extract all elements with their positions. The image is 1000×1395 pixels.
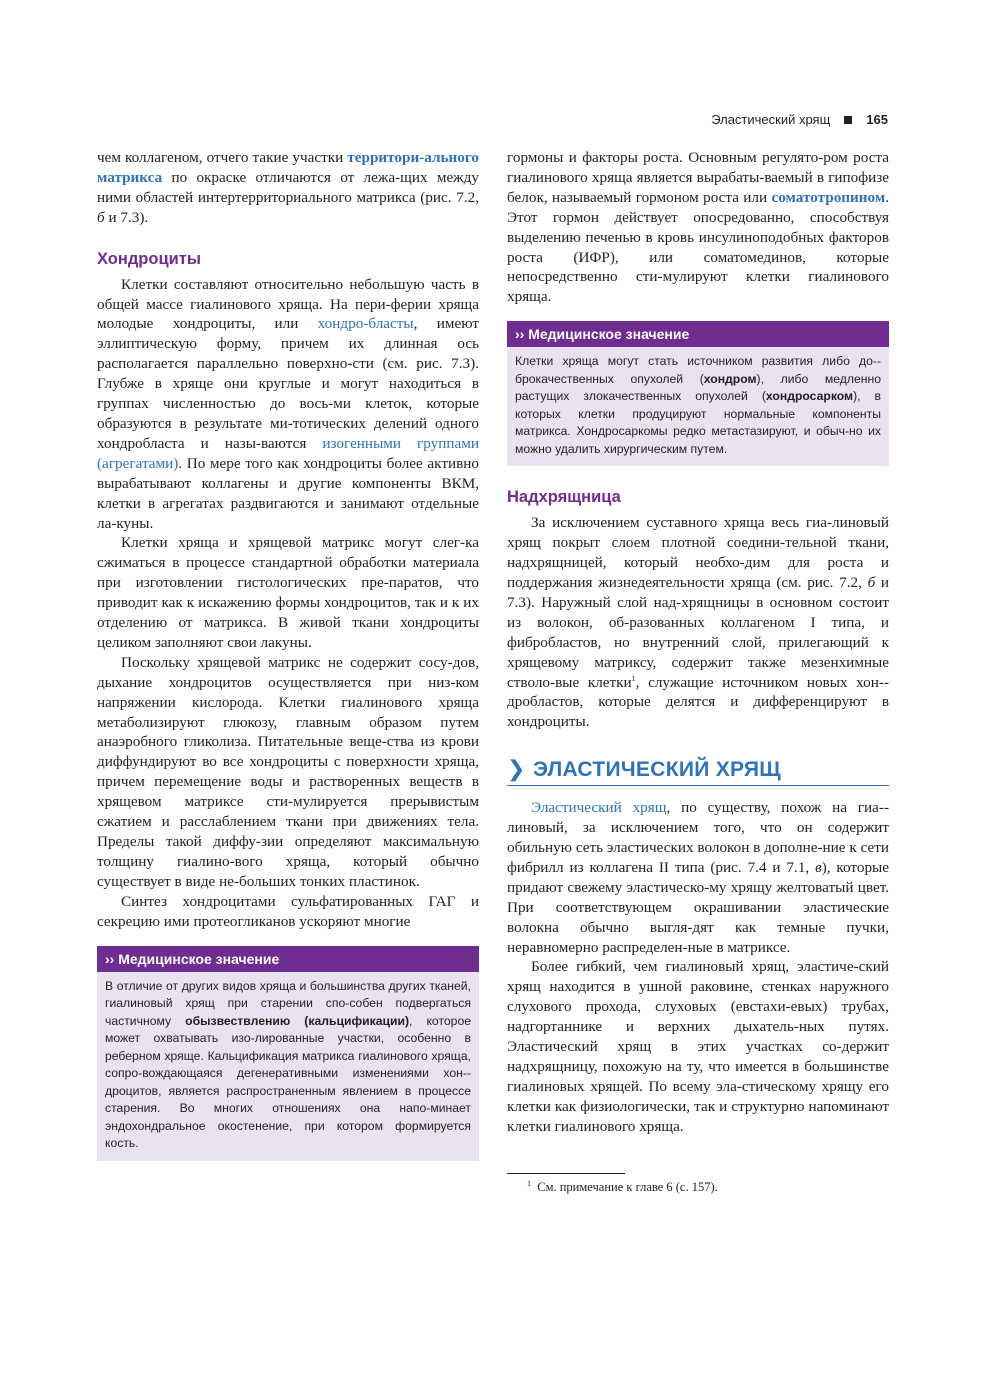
italic-span: б	[97, 208, 105, 226]
text-span: За исключением суставного хряща весь гиа-линовый хрящ покрыт слоем плотной соедини-тельной ткани, надхрящницей, который необхо-дим для роста и поддержания жизнедеятельности хряща (см. рис. 7.2,	[507, 514, 889, 591]
section-title: ЭЛАСТИЧЕСКИЙ ХРЯЩ	[533, 758, 781, 782]
text-span: чем коллагеном, отчего такие участки	[97, 149, 348, 166]
paragraph-elastic-intro	[507, 798, 889, 957]
italic-span: б	[867, 573, 876, 591]
footnote-mark: 1	[527, 1178, 531, 1188]
footnote-ref: 1	[631, 673, 636, 683]
heading-chondrocytes: Хондроциты	[97, 249, 201, 268]
footnote	[507, 1179, 889, 1195]
text-span: , которое может охватывать изо-лированные участки, особенно в реберном хряще. Кальцификация матрикса гиалинового хряща, сопро-вождающаяся дегенеративными изменениями хон-дроцитов, является распространенным явлением в процессе старения. Во многих отношениях она напо-минает эндохондральное окостенение, при котором формируется кость.	[105, 1013, 471, 1151]
section-heading-elastic-cartilage	[507, 758, 889, 786]
text-span: ), в которых клетки продуцируют нормальные компоненты матрикса. Хондросаркомы редко метастазируют, и обыч-но их можно удалить хирургическим путем.	[515, 389, 881, 456]
text-span: . Этот гормон действует опосредованно, способствуя выделению печенью в кровь инсулиноподобных факторов роста (ИФР), или соматомединов, которые непосредственно сти-мулируют клетки гиалинового хряща.	[507, 188, 889, 306]
bold-term: обызвествлению (кальцификации)	[185, 1013, 410, 1028]
running-header	[711, 112, 888, 127]
chevron-right-icon: ❯	[507, 757, 526, 783]
term-chondroblasts: хондро-бласты	[317, 315, 414, 333]
term-elastic-cartilage: Эластический хрящ	[531, 799, 667, 817]
heading-perichondrium: Надхрящница	[507, 488, 621, 507]
text-span: Клетки хряща могут стать источником развития либо до-брокачественных опухолей (	[515, 354, 881, 386]
italic-span: в	[815, 858, 822, 876]
paragraph-perichondrium	[507, 513, 889, 732]
paragraph-shrinkage: Клетки хряща и хрящевой матрикс могут слег-ка сжиматься в процессе стандартной обработки материала при изготовлении гистологических пре-паратов, что приводит как к искажению формы хондроцитов, так и к их отделению от матрикса. В живой ткани хондроциты целиком заполняют свои лакуны.	[97, 534, 479, 651]
clinical-box-calcification	[97, 946, 479, 1161]
clinical-box-text	[507, 347, 889, 466]
term-territorial-matrix: территори-ального матрикса	[97, 149, 479, 186]
text-span: , имеют эллиптическую форму, причем их длинная ось располагается параллельно поверхно-сти (см. рис. 7.3). Глубже в хряще они круглые и могут находиться в группах численностью до вось-ми клеток, которые образуются в результате ми-тотических делений одного хондробласта и назы-ваются	[97, 315, 479, 452]
paragraph-chondrocytes	[97, 275, 479, 534]
paragraph-metabolism: Поскольку хрящевой матрикс не содержит сосу-дов, дыхание хондроцитов осуществляется при низ-ком напряжении кислорода. Клетки гиалинового хряща метаболизируют глюкозу, главным образом путем анаэробного гликолиза. Питательные веще-ства из крови диффундируют во все хондроциты с поверхности хряща, причем перемещение воды и растворенных веществ в хрящевом матриксе сти-мулируется прерывистым сжатием и расслаблением ткани при движениях тела. Пределы такой диффу-зии определяют максимальную толщину гиалино-вого хряща, который обычно существует в виде не-больших тонких пластинок.	[97, 653, 479, 890]
term-somatotropin: соматотропином	[771, 188, 886, 206]
text-span: по окраске отличаются от лежа-щих между ними областей интертерриториального матрикса (рис. 7.2,	[97, 168, 479, 206]
text-span: и 7.3). Наружный слой над-хрящницы в основном состоит из волокон, об-разованных коллагеном I типа, и фибробластов, но внутренний слой, прилегающий к хрящевому матриксу, содержит также мезенхимные стволо-вые клетки	[507, 573, 889, 691]
right-column	[507, 148, 889, 1195]
header-square-icon	[844, 116, 852, 124]
text-span: , служащие источником новых хон-дробластов, которые делятся и дифференцируют в хондроциты.	[507, 673, 889, 731]
paragraph-synthesis: Синтез хондроцитами сульфатированных ГАГ и секрецию ими протеогликанов ускоряют многие	[97, 892, 479, 930]
clinical-box-title: ›› Медицинское значение	[507, 321, 889, 347]
text-span: В отличие от других видов хряща и большинства других тканей, гиалиновый хрящ при старении спо-собен подвергаться частичному	[105, 978, 471, 1028]
clinical-box-tumors	[507, 321, 889, 466]
text-span: , по существу, похож на гиа-линовый, за исключением того, что он содержит обильную сеть эластических волокон в дополне-ние к сети фибрилл из коллагена II типа (рис. 7.4 и 7.1,	[507, 799, 889, 876]
footnote-text: См. примечание к главе 6 (с. 157).	[537, 1179, 718, 1194]
page-number: 165	[866, 112, 888, 127]
paragraph-elastic-location: Более гибкий, чем гиалиновый хрящ, эластиче-ский хрящ находится в ушной раковине, стенках наружного слухового прохода, слуховых (евстахи-евых) трубах, надгортаннике и верхних дыхатель-ных путях. Эластический хрящ в этих участках со-держит надхрящницу, похожую на ту, что имеется в большинстве гиалиновых хрящей. По всему эла-стическому хрящу его клетки как физиологически, так и структурно напоминают клетки гиалинового хряща.	[507, 958, 889, 1135]
text-span: ), либо медленно растущих злокачественных опухолей (	[515, 371, 881, 404]
clinical-box-title: ›› Медицинское значение	[97, 946, 479, 972]
term-isogenous-groups: изогенными группами (агрегатами)	[97, 434, 479, 472]
bold-term: хондросарком	[765, 389, 854, 404]
text-span: Клетки составляют относительно небольшую часть в общей массе гиалинового хряща. На пери-ферии хряща молодые хондроциты, или	[97, 275, 479, 333]
paragraph-growth-hormone	[507, 148, 889, 307]
left-column	[97, 148, 479, 1161]
text-span: и 7.3).	[104, 208, 149, 226]
running-title: Эластический хрящ	[711, 112, 831, 127]
paragraph-territorial-matrix	[97, 148, 479, 228]
bold-term: хондром	[703, 371, 757, 386]
clinical-box-text	[97, 972, 479, 1161]
text-span: гормоны и факторы роста. Основным регулято-ром роста гиалинового хряща является вырабаты-ваемый в гипофизе белок, называемый гормоном роста или	[507, 149, 889, 206]
footnote-divider	[507, 1173, 625, 1174]
text-span: ), которые придают свежему эластическо-му хрящу желтоватый цвет. При соответствующем окрашивании эластические волокна обычно выгля-дят как темные пучки, неравномерно распределен-ные в матриксе.	[507, 858, 889, 956]
text-span: . По мере того как хондроциты более активно вырабатывают коллагены и другие компоненты ВКМ, клетки в агрегатах раздвигаются и занимают отдельные ла-куны.	[97, 454, 479, 532]
